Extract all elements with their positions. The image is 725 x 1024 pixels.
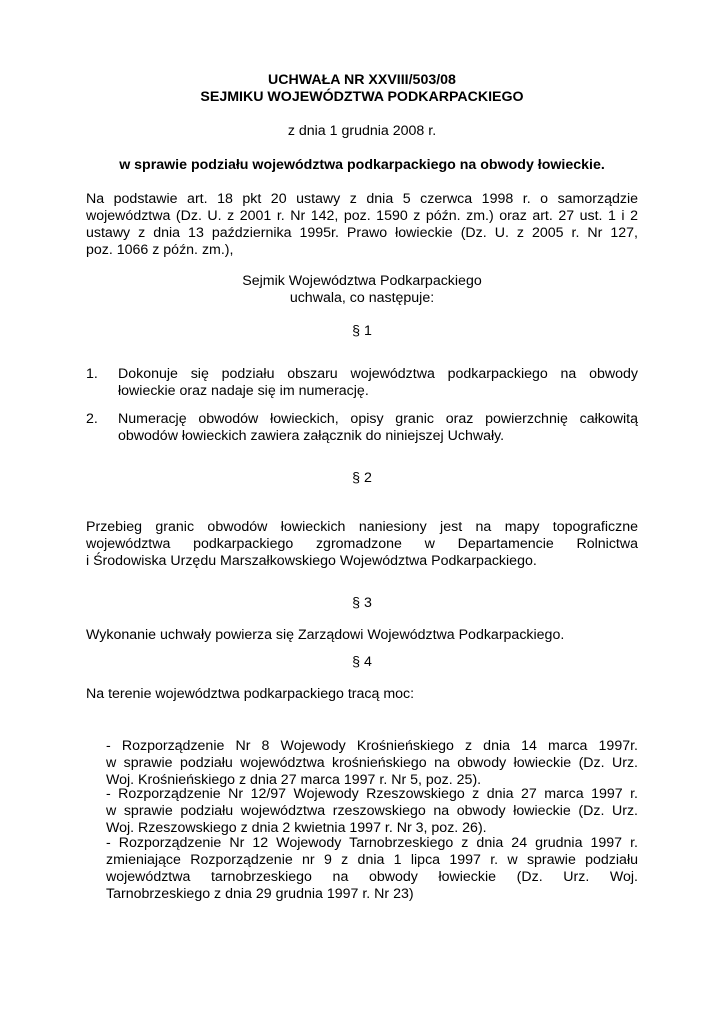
repealed-regulation-line: - Rozporządzenie Nr 8 Wojewody Krośnieńskiego z dnia 14 marca 1997r. xyxy=(106,738,638,754)
section4-heading: § 4 xyxy=(352,654,372,670)
section4-intro: Na terenie województwa podkarpackiego tracą moc: xyxy=(86,686,415,702)
section1-item xyxy=(0,411,725,451)
section1-item xyxy=(0,366,725,406)
section2-heading: § 2 xyxy=(352,470,372,486)
section1-item-line: obwodów łowieckich zawiera załącznik do niniejszej Uchwały. xyxy=(118,428,505,444)
preamble-line: poz. 1066 z późn. zm.), xyxy=(86,242,234,258)
section1-item-number: 1. xyxy=(86,366,98,382)
preamble-line: województwa (Dz. U. z 2001 r. Nr 142, poz. 1590 z późn. zm.) oraz art. 27 ust. 1 i 2 xyxy=(86,208,638,224)
repealed-regulation-line: Tarnobrzeskiego z dnia 29 grudnia 1997 r. Nr 23) xyxy=(106,886,414,902)
resolution-title-line1: UCHWAŁA NR XXVIII/503/08 xyxy=(268,72,456,88)
resolves-line1: Sejmik Województwa Podkarpackiego xyxy=(242,273,482,289)
repealed-regulation-item xyxy=(106,786,638,837)
section1-item-line: Numerację obwodów łowieckich, opisy granic oraz powierzchnię całkowitą xyxy=(118,411,638,427)
preamble-line: Na podstawie art. 18 pkt 20 ustawy z dnia 5 czerwca 1998 r. o samorządzie xyxy=(86,191,638,207)
section1-item-line: Dokonuje się podziału obszaru województwa podkarpackiego na obwody xyxy=(118,366,638,382)
repealed-regulation-line: województwa tarnobrzeskiego na obwody łowieckie (Dz. Urz. Woj. xyxy=(106,869,638,885)
repealed-regulation-line: - Rozporządzenie Nr 12 Wojewody Tarnobrzeskiego z dnia 24 grudnia 1997 r. xyxy=(106,835,638,851)
repealed-regulation-line: zmieniające Rozporządzenie nr 9 z dnia 1 lipca 1997 r. w sprawie podziału xyxy=(106,852,638,868)
repealed-regulation-item xyxy=(106,835,638,903)
section2-text xyxy=(86,519,638,570)
section1-item-line: łowieckie oraz nadaje się im numerację. xyxy=(118,383,369,399)
section2-line: województwa podkarpackiego zgromadzone w Departamencie Rolnictwa xyxy=(86,536,638,552)
preamble-line: ustawy z dnia 13 października 1995r. Prawo łowieckie (Dz. U. z 2005 r. Nr 127, xyxy=(86,225,638,241)
section1-item-text xyxy=(118,411,638,445)
repealed-regulation-line: w sprawie podziału województwa rzeszowskiego na obwody łowieckie (Dz. Urz. xyxy=(106,803,638,819)
preamble xyxy=(86,191,638,259)
section3-text: Wykonanie uchwały powierza się Zarządowi Województwa Podkarpackiego. xyxy=(86,627,565,643)
repealed-regulation-line: Woj. Rzeszowskiego z dnia 2 kwietnia 1997 r. Nr 3, poz. 26). xyxy=(106,820,487,836)
repealed-regulation-line: w sprawie podziału województwa krośnieńskiego na obwody łowieckie (Dz. Urz. xyxy=(106,755,638,771)
section1-item-text xyxy=(118,366,638,400)
repealed-regulation-item xyxy=(106,738,638,789)
section2-line: Przebieg granic obwodów łowieckich naniesiony jest na mapy topograficzne xyxy=(86,519,638,535)
section1-heading: § 1 xyxy=(352,323,372,339)
resolution-date: z dnia 1 grudnia 2008 r. xyxy=(287,123,437,139)
resolves-line2: uchwala, co następuje: xyxy=(289,290,435,306)
repealed-regulation-line: Woj. Krośnieńskiego z dnia 27 marca 1997 r. Nr 5, poz. 25). xyxy=(106,772,482,788)
repealed-regulation-line: - Rozporządzenie Nr 12/97 Wojewody Rzeszowskiego z dnia 27 marca 1997 r. xyxy=(106,786,638,802)
resolution-subject: w sprawie podziału województwa podkarpackiego na obwody łowieckie. xyxy=(119,157,605,173)
section3-heading: § 3 xyxy=(352,595,372,611)
resolution-title-line2: SEJMIKU WOJEWÓDZTWA PODKARPACKIEGO xyxy=(200,89,524,105)
section2-line: i Środowiska Urzędu Marszałkowskiego Województwa Podkarpackiego. xyxy=(86,553,537,569)
section1-item-number: 2. xyxy=(86,411,98,427)
